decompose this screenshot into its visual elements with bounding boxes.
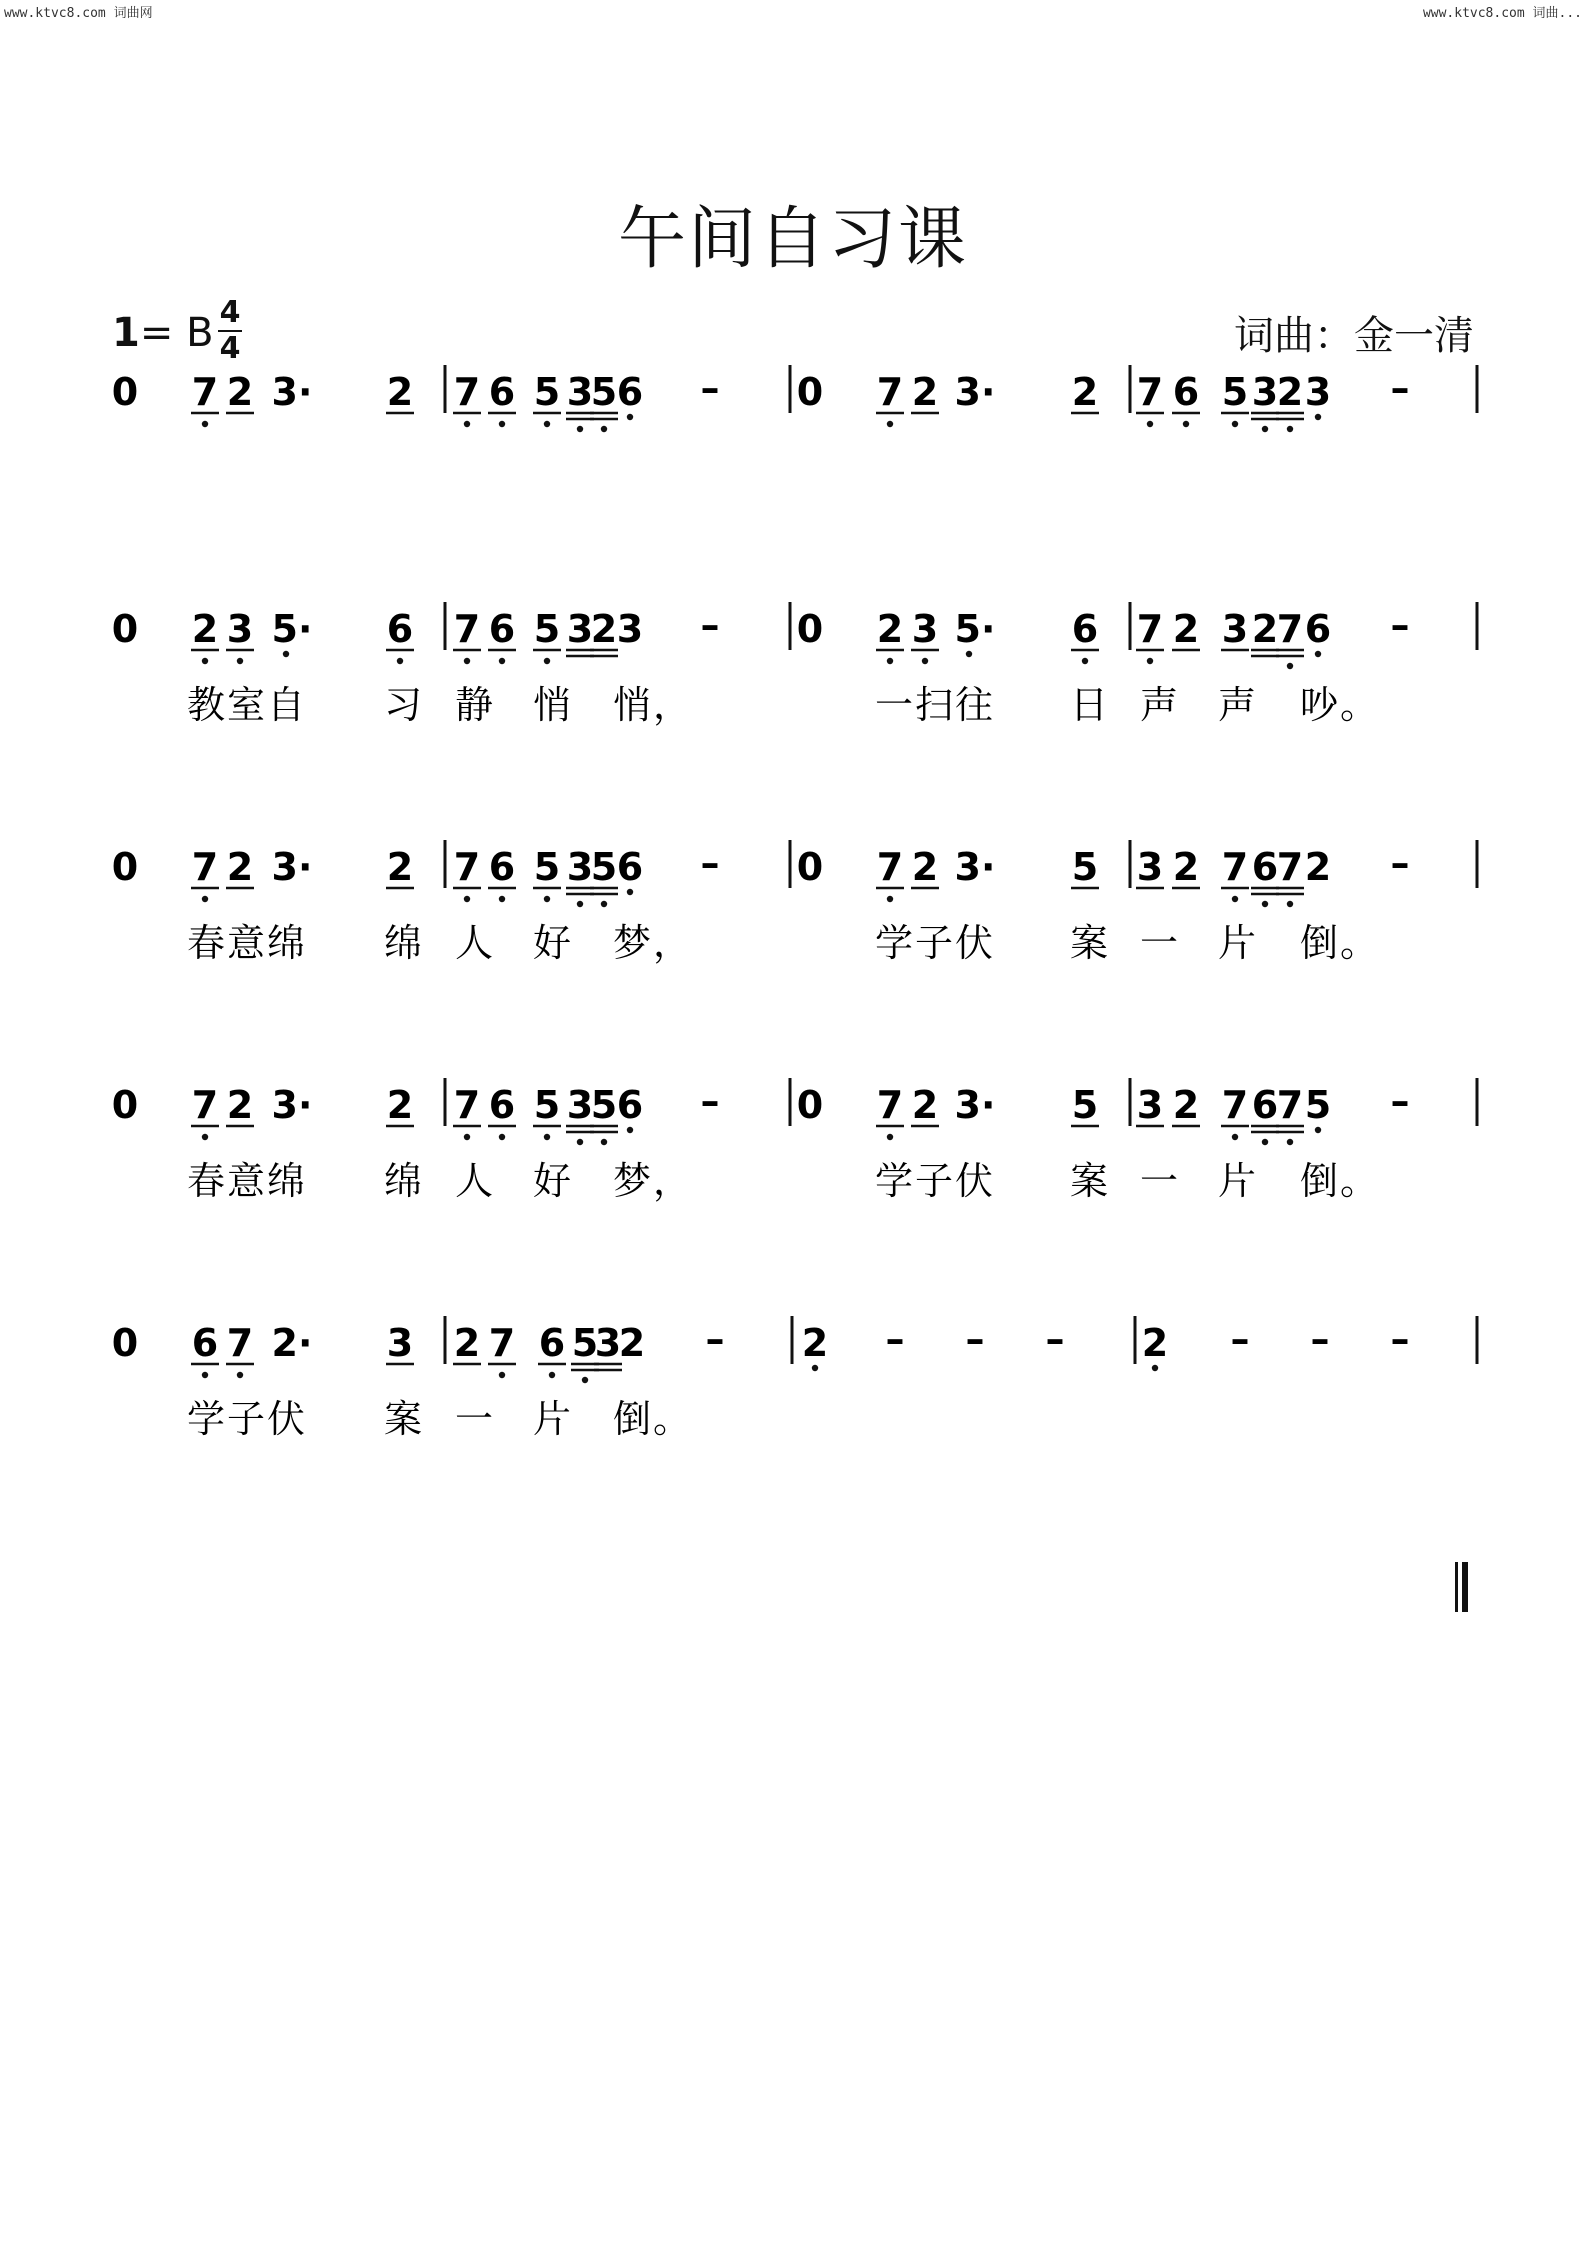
dash-note: – <box>705 1317 725 1361</box>
lyric: 吵。 <box>1300 683 1381 727</box>
note: 6 <box>488 370 516 414</box>
note: 6 <box>1251 845 1279 889</box>
note: 3 <box>1136 845 1164 889</box>
lyric: 一扫往 <box>875 683 996 727</box>
note: 6 <box>1172 370 1200 414</box>
lyric: 日 <box>1070 683 1111 727</box>
low-octave-dot <box>1315 1127 1321 1133</box>
low-octave-dot <box>544 1134 550 1140</box>
dash-note: – <box>700 1079 720 1123</box>
low-octave-dot <box>887 1134 893 1140</box>
note: 6 <box>488 607 516 651</box>
time-signature-bottom: 4 <box>219 331 241 366</box>
note: 6 <box>191 1321 219 1365</box>
dash-note: – <box>885 1317 905 1361</box>
dash-note: – <box>700 366 720 410</box>
note: 5 <box>1071 845 1099 889</box>
note: 3 <box>566 1083 594 1127</box>
lyric: 习 <box>384 683 425 727</box>
note: 3 <box>594 1321 622 1365</box>
low-octave-dot <box>1147 658 1153 664</box>
low-octave-dot <box>577 1139 583 1145</box>
low-octave-dot <box>1232 896 1238 902</box>
low-octave-dot <box>397 658 403 664</box>
note: 7 <box>453 1083 481 1127</box>
dash-note: – <box>1390 841 1410 885</box>
note: 3 <box>1304 370 1332 414</box>
lyric: 声 <box>1218 683 1259 727</box>
lyric: 片 <box>1218 921 1259 965</box>
note: 2 <box>1251 607 1279 651</box>
lyric: 案 <box>1070 921 1111 965</box>
note: 7 <box>453 370 481 414</box>
note: 7 <box>191 370 219 414</box>
note: 0 <box>796 845 824 889</box>
note: 2 <box>191 607 219 651</box>
final-barline-thin <box>1455 1562 1458 1612</box>
dash-note: – <box>1045 1317 1065 1361</box>
note: 3· <box>954 1083 996 1127</box>
lyric: 悄， <box>613 683 694 727</box>
note: 7 <box>876 370 904 414</box>
low-octave-dot <box>1315 414 1321 420</box>
low-octave-dot <box>1287 1139 1293 1145</box>
low-octave-dot <box>202 658 208 664</box>
low-octave-dot <box>627 1127 633 1133</box>
low-octave-dot <box>464 658 470 664</box>
note: 2 <box>876 607 904 651</box>
note: 6 <box>616 845 644 889</box>
lyric: 春意绵 <box>187 921 308 965</box>
lyric: 片 <box>1218 1159 1259 1203</box>
low-octave-dot <box>464 421 470 427</box>
lyric: 案 <box>384 1397 425 1441</box>
low-octave-dot <box>1315 651 1321 657</box>
lyric: 一 <box>1140 1159 1181 1203</box>
watermark-right: www.ktvc8.com 词曲... <box>1422 6 1582 21</box>
note: 2 <box>1172 845 1200 889</box>
note: 3 <box>616 607 644 651</box>
note: 3· <box>954 845 996 889</box>
low-octave-dot <box>464 896 470 902</box>
low-octave-dot <box>499 421 505 427</box>
note: 6 <box>1304 607 1332 651</box>
note: 5· <box>271 607 313 651</box>
lyric: 梦， <box>613 921 694 965</box>
note: 3 <box>911 607 939 651</box>
lyric: 人 <box>455 1159 496 1203</box>
lyric: 教室自 <box>187 683 308 727</box>
lyric: 春意绵 <box>187 1159 308 1203</box>
note: 5 <box>533 845 561 889</box>
note: 0 <box>111 370 139 414</box>
note: 3· <box>271 1083 313 1127</box>
note: 0 <box>111 1083 139 1127</box>
low-octave-dot <box>887 658 893 664</box>
lyric: 倒。 <box>613 1397 694 1441</box>
low-octave-dot <box>237 1372 243 1378</box>
low-octave-dot <box>887 421 893 427</box>
lyric: 学子伏 <box>875 1159 996 1203</box>
low-octave-dot <box>499 1134 505 1140</box>
song-title: 午间自习课 <box>617 200 968 279</box>
credit: 词曲：金一清 <box>1234 313 1474 359</box>
note: 5 <box>533 607 561 651</box>
low-octave-dot <box>1262 1139 1268 1145</box>
note: 7 <box>488 1321 516 1365</box>
note: 0 <box>796 607 824 651</box>
note: 5· <box>954 607 996 651</box>
note: 7 <box>1136 370 1164 414</box>
note: 2 <box>911 1083 939 1127</box>
note: 6 <box>488 1083 516 1127</box>
note: 3 <box>1136 1083 1164 1127</box>
note: 2 <box>226 845 254 889</box>
note: 2 <box>590 607 618 651</box>
low-octave-dot <box>601 1139 607 1145</box>
note: 2 <box>386 1083 414 1127</box>
note: 7 <box>1136 607 1164 651</box>
note: 3 <box>226 607 254 651</box>
note: 2 <box>801 1321 829 1365</box>
dash-note: – <box>1390 1317 1410 1361</box>
low-octave-dot <box>544 896 550 902</box>
low-octave-dot <box>499 658 505 664</box>
lyric: 一 <box>455 1397 496 1441</box>
note: 7 <box>876 1083 904 1127</box>
note: 3 <box>1251 370 1279 414</box>
low-octave-dot <box>922 658 928 664</box>
low-octave-dot <box>627 889 633 895</box>
lyric: 悄 <box>533 683 574 727</box>
note: 2 <box>226 370 254 414</box>
note: 6 <box>386 607 414 651</box>
low-octave-dot <box>237 658 243 664</box>
low-octave-dot <box>1262 901 1268 907</box>
dash-note: – <box>700 841 720 885</box>
low-octave-dot <box>202 421 208 427</box>
low-octave-dot <box>499 1372 505 1378</box>
lyric: 学子伏 <box>187 1397 308 1441</box>
lyric: 一 <box>1140 921 1181 965</box>
low-octave-dot <box>887 896 893 902</box>
key-tonic: 1 <box>112 310 140 356</box>
note: 0 <box>796 370 824 414</box>
low-octave-dot <box>577 901 583 907</box>
low-octave-dot <box>202 1372 208 1378</box>
dash-note: – <box>1390 366 1410 410</box>
low-octave-dot <box>1232 421 1238 427</box>
note: 5 <box>571 1321 599 1365</box>
note: 5 <box>1304 1083 1332 1127</box>
low-octave-dot <box>499 896 505 902</box>
lyric: 好 <box>533 1159 574 1203</box>
low-octave-dot <box>202 1134 208 1140</box>
lyric: 案 <box>1070 1159 1111 1203</box>
low-octave-dot <box>544 421 550 427</box>
note: 5 <box>533 1083 561 1127</box>
note: 2 <box>911 845 939 889</box>
low-octave-dot <box>202 896 208 902</box>
note: 5 <box>1071 1083 1099 1127</box>
note: 6 <box>616 1083 644 1127</box>
lyric: 倒。 <box>1300 1159 1381 1203</box>
low-octave-dot <box>577 426 583 432</box>
note: 2 <box>1071 370 1099 414</box>
note: 2 <box>1141 1321 1169 1365</box>
lyric: 绵 <box>384 921 425 965</box>
note: 7 <box>876 845 904 889</box>
low-octave-dot <box>1232 1134 1238 1140</box>
low-octave-dot <box>627 414 633 420</box>
watermark-left: www.ktvc8.com 词曲网 <box>4 6 153 21</box>
note: 2· <box>271 1321 313 1365</box>
lyric: 梦， <box>613 1159 694 1203</box>
note: 3 <box>386 1321 414 1365</box>
note: 0 <box>111 1321 139 1365</box>
note: 7 <box>453 607 481 651</box>
note: 5 <box>590 845 618 889</box>
note: 2 <box>1304 845 1332 889</box>
lyric: 声 <box>1140 683 1181 727</box>
note: 7 <box>453 845 481 889</box>
note: 7 <box>226 1321 254 1365</box>
note: 7 <box>1276 1083 1304 1127</box>
final-barline-thick <box>1462 1562 1468 1612</box>
lyric: 学子伏 <box>875 921 996 965</box>
lyric: 好 <box>533 921 574 965</box>
dash-note: – <box>965 1317 985 1361</box>
note: 5 <box>1221 370 1249 414</box>
key-value: = B <box>139 310 214 356</box>
time-signature-top: 4 <box>219 295 241 330</box>
low-octave-dot <box>601 426 607 432</box>
note: 6 <box>488 845 516 889</box>
note: 3 <box>566 845 594 889</box>
dash-note: – <box>1230 1317 1250 1361</box>
note: 6 <box>538 1321 566 1365</box>
low-octave-dot <box>1183 421 1189 427</box>
note: 7 <box>1276 845 1304 889</box>
low-octave-dot <box>812 1365 818 1371</box>
note: 5 <box>590 1083 618 1127</box>
dash-note: – <box>1310 1317 1330 1361</box>
low-octave-dot <box>1152 1365 1158 1371</box>
note: 6 <box>616 370 644 414</box>
low-octave-dot <box>1147 421 1153 427</box>
note: 7 <box>191 1083 219 1127</box>
low-octave-dot <box>549 1372 555 1378</box>
low-octave-dot <box>966 651 972 657</box>
note: 2 <box>911 370 939 414</box>
note: 2 <box>1172 1083 1200 1127</box>
low-octave-dot <box>1287 663 1293 669</box>
note: 7 <box>1276 607 1304 651</box>
low-octave-dot <box>283 651 289 657</box>
note: 3 <box>566 607 594 651</box>
dash-note: – <box>700 603 720 647</box>
note: 2 <box>453 1321 481 1365</box>
low-octave-dot <box>544 658 550 664</box>
note: 2 <box>618 1321 646 1365</box>
low-octave-dot <box>464 1134 470 1140</box>
note: 7 <box>191 845 219 889</box>
note: 5 <box>590 370 618 414</box>
note: 3· <box>271 370 313 414</box>
note: 2 <box>1276 370 1304 414</box>
low-octave-dot <box>1082 658 1088 664</box>
note: 2 <box>226 1083 254 1127</box>
note: 3· <box>271 845 313 889</box>
lyric: 人 <box>455 921 496 965</box>
low-octave-dot <box>1262 426 1268 432</box>
note: 0 <box>111 845 139 889</box>
note: 6 <box>1071 607 1099 651</box>
low-octave-dot <box>1287 901 1293 907</box>
note: 6 <box>1251 1083 1279 1127</box>
lyric: 绵 <box>384 1159 425 1203</box>
note: 0 <box>796 1083 824 1127</box>
lyric: 倒。 <box>1300 921 1381 965</box>
low-octave-dot <box>582 1377 588 1383</box>
note: 0 <box>111 607 139 651</box>
note: 3· <box>954 370 996 414</box>
final-barline <box>1455 1562 1469 1612</box>
note: 7 <box>1221 1083 1249 1127</box>
dash-note: – <box>1390 603 1410 647</box>
note: 5 <box>533 370 561 414</box>
note: 2 <box>386 370 414 414</box>
note: 3 <box>566 370 594 414</box>
note: 2 <box>1172 607 1200 651</box>
lyric: 静 <box>455 683 496 727</box>
low-octave-dot <box>1287 426 1293 432</box>
lyric: 片 <box>533 1397 574 1441</box>
note: 7 <box>1221 845 1249 889</box>
dash-note: – <box>1390 1079 1410 1123</box>
note: 3 <box>1221 607 1249 651</box>
note: 2 <box>386 845 414 889</box>
low-octave-dot <box>601 901 607 907</box>
